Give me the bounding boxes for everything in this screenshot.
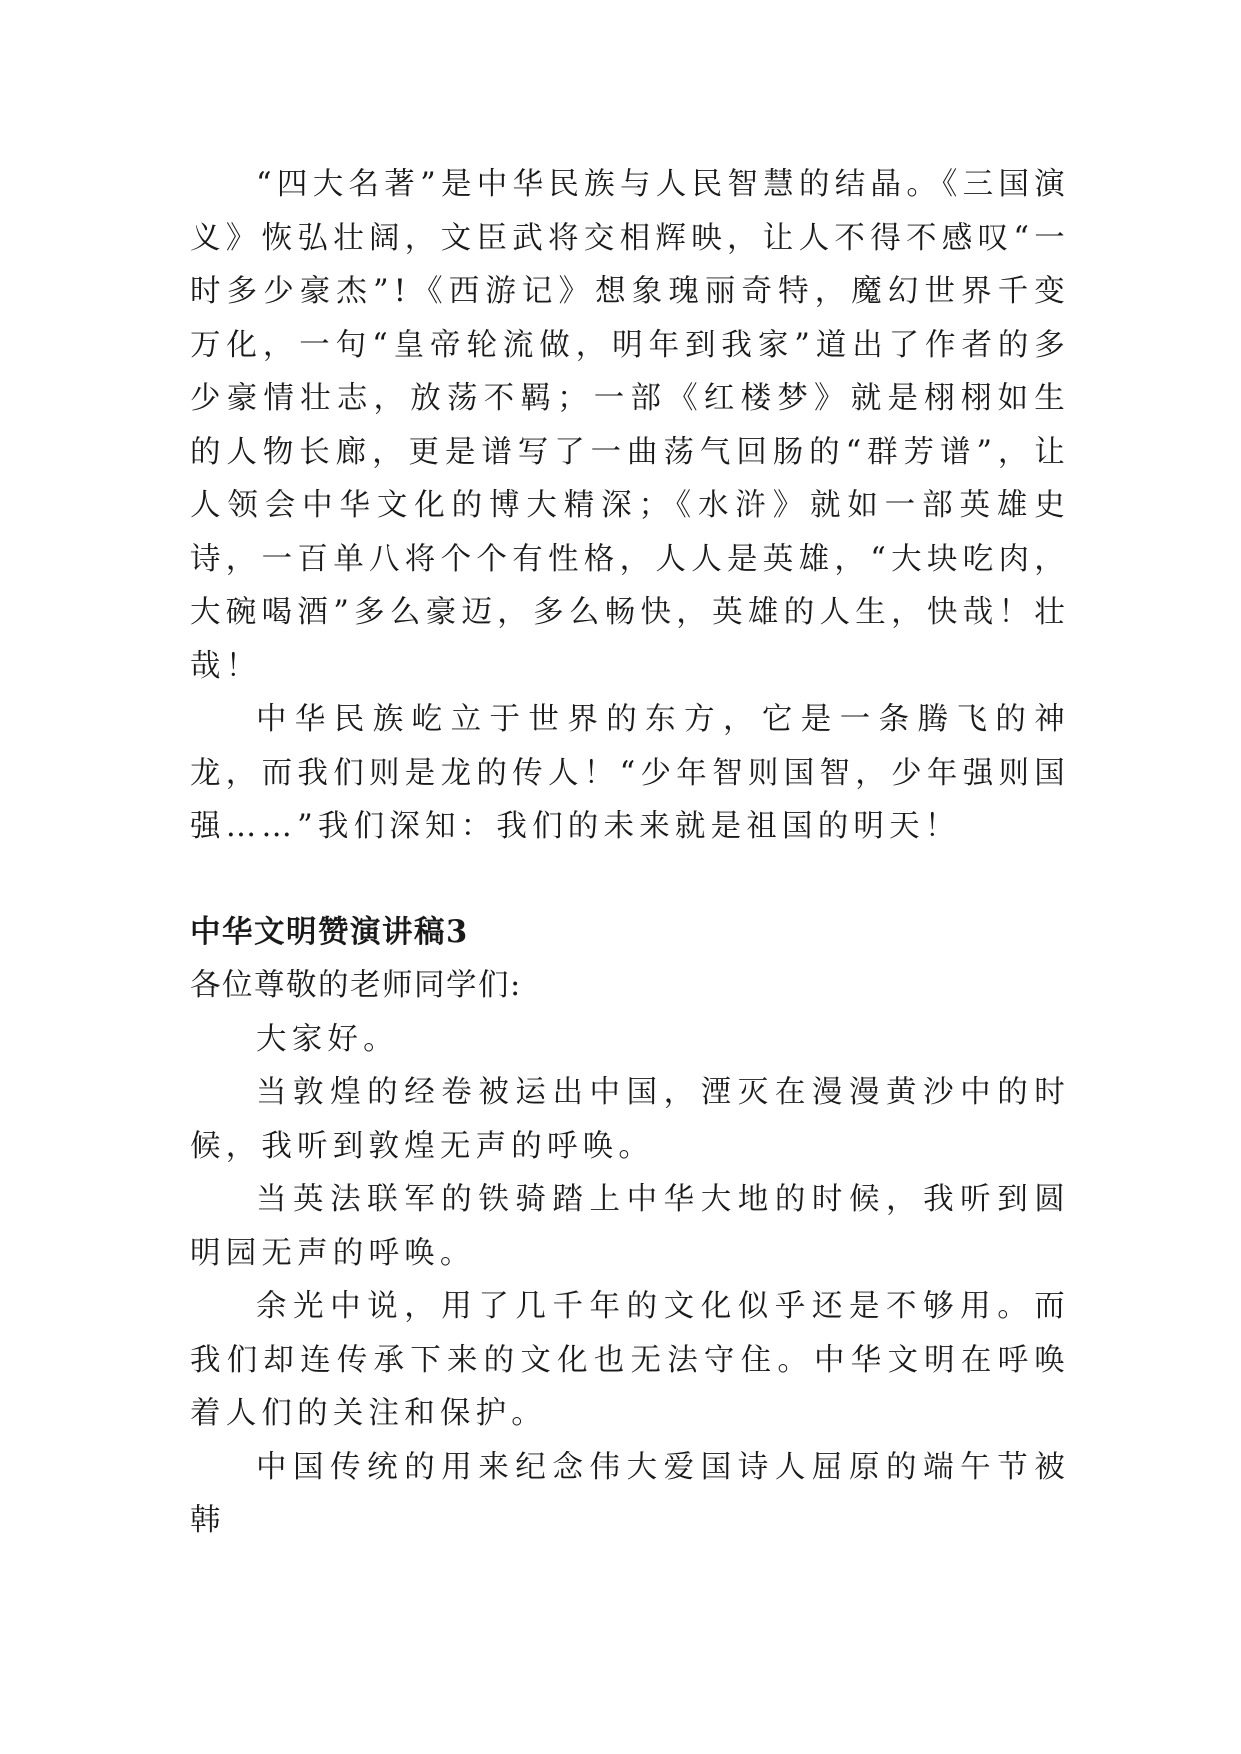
paragraph-yu-guangzhong: 余光中说，用了几千年的文化似乎还是不够用。而我们却连传承下来的文化也无法守住。中华文明在呼唤着人们的关注和保护。 — [190, 1289, 1070, 1431]
paragraph-dragon-descendants: 中华民族屹立于世界的东方，它是一条腾飞的神龙，而我们则是龙的传人！“少年智则国智，少年强则国强……”我们深知：我们的未来就是祖国的明天！ — [190, 702, 1070, 844]
paragraph-greeting: 大家好。 — [256, 1021, 399, 1057]
section-gap — [190, 854, 1070, 906]
document-body — [190, 158, 1070, 1548]
salutation: 各位尊敬的老师同学们: — [190, 968, 522, 1003]
section-title: 中华文明赞演讲稿3 — [190, 913, 469, 950]
paragraph-dragon-boat-festival: 中国传统的用来纪念伟大爱国诗人屈原的端午节被韩 — [190, 1449, 1070, 1538]
paragraph-yuanmingyuan: 当英法联军的铁骑踏上中华大地的时候，我听到圆明园无声的呼唤。 — [190, 1182, 1070, 1271]
paragraph-dunhuang: 当敦煌的经卷被运出中国，湮灭在漫漫黄沙中的时候，我听到敦煌无声的呼唤。 — [190, 1075, 1070, 1164]
paragraph-four-classics: “四大名著”是中华民族与人民智慧的结晶。《三国演义》恢弘壮阔，文臣武将交相辉映，让人不得不感叹“一时多少豪杰”!《西游记》想象瑰丽奇特，魔幻世界千变万化，一句“皇帝轮流做，明年到我家”道出了作者的多少豪情壮志，放荡不羁；一部《红楼梦》就是栩栩如生的人物长廊，更是谱写了一曲荡气回肠的“群芳谱”，让人领会中华文化的博大精深；《水浒》就如一部英雄史诗，一百单八将个个有性格，人人是英雄，“大块吃肉，大碗喝酒”多么豪迈，多么畅快，英雄的人生，快哉！壮哉！ — [190, 167, 1070, 684]
